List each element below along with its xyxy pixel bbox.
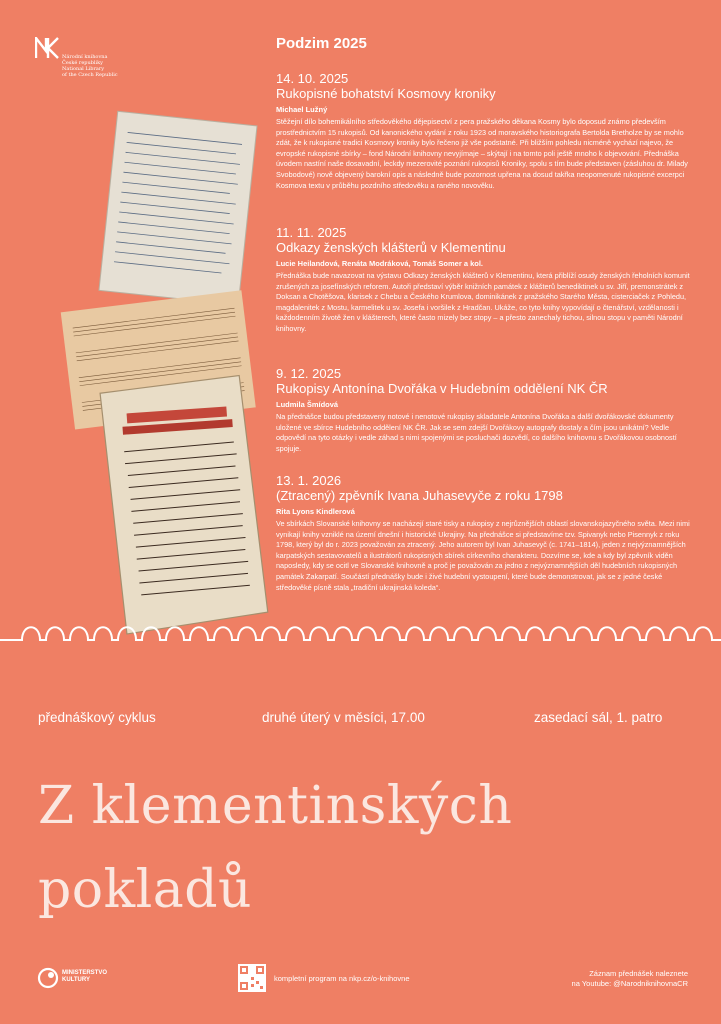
season-heading: Podzim 2025 <box>276 35 367 52</box>
youtube-line: Záznam přednášek naleznete <box>589 969 688 978</box>
event-description: Přednáška bude navazovat na výstavu Odkazy ženských klášterů v Klementinu, která přiblíží osudy ženských řeholních komunit zrušených za josefínských reforem. Autoři představí výběr knižních památek z klášterů benediktinek u sv. Jiří, premonstrátek z Doksan a Chotěšova, klarisek z Chebu a Českého Krumlova, dominikánek z pražského Starého Města, cisterciaček z Pohledu, magdalenitek z Mostu, karmelitek u sv. Josefa i voršilek z Hradčan. Ukáže, co tyto knihy vypovídají o čtenářství, vzdělanosti i každodenním životě žen v klášterech, které často mizely bez stopy – a přesto zanechaly tichou, silnou stopu v paměti Národní knihovny. <box>276 271 690 333</box>
youtube-line: na Youtube: @NarodniknihovnaCR <box>571 979 688 988</box>
event-2 <box>276 225 691 335</box>
manuscript-kosmas-image <box>80 108 275 308</box>
logo-name-line: České republiky <box>62 60 103 66</box>
event-title: Rukopisy Antonína Dvořáka v Hudebním oddělení NK ČR <box>276 381 608 396</box>
event-title: (Ztracený) zpěvník Ivana Juhasevyče z roku 1798 <box>276 488 563 503</box>
info-cycle: přednáškový cyklus <box>38 710 156 725</box>
ministry-of-culture-icon <box>37 967 59 989</box>
ministry-line: KULTURY <box>62 977 90 983</box>
ministry-line: MINISTERSTVO <box>62 970 108 976</box>
event-date: 9. 12. 2025 <box>276 366 342 381</box>
event-3 <box>276 366 691 454</box>
event-1 <box>276 71 691 191</box>
info-place: zasedací sál, 1. patro <box>534 710 663 725</box>
event-4 <box>276 473 691 593</box>
event-date: 14. 10. 2025 <box>276 71 349 86</box>
event-speaker: Michael Lužný <box>276 105 328 114</box>
info-time: druhé úterý v měsíci, 17.00 <box>262 710 425 725</box>
ukrainian-songbook-image <box>88 368 270 640</box>
wave-divider <box>0 618 721 648</box>
logo-institution-name <box>62 54 152 78</box>
logo-name-line: National Library <box>62 66 105 72</box>
event-title: Odkazy ženských klášterů v Klementinu <box>276 240 506 255</box>
logo-name-line: Národní knihovna <box>62 54 108 60</box>
event-description: Stěžejní dílo bohemikálního středověkého dějepisectví z pera pražského děkana Kosmy bylo doposud známo především prostřednictvím 15 rukopisů. Od kanonického vydání z roku 1923 od moravského historiografa Bertolda Bretholze by se mohlo zdát, že k rukopisné tradici Kosmovy kroniky bylo řečeno již vše podstatné. Při bližším pohledu nicméně vychází najevo, že evropské rukopisné sbírky – fond Národní knihovny nevyjímaje – skýtají i na tomto poli ještě mnoho k objevování. Přednáška úvodem nastíní naše dosavadní, leckdy mezerovité poznání rukopisů Kroniky, spolu s tím bude představen (zásluhou dr. Milady Svobodové) nově objevený barokní opis a následně bude pozornost upřena na dosud takřka neopomenuté rukopisné excerpci Kosmova textu v průběhu pozdního středověku a raného novověku. <box>276 117 688 190</box>
ministry-name <box>62 970 107 984</box>
event-description: Na přednášce budou představeny notové i nenotové rukopisy skladatele Antonína Dvořáka a další dvořákovské dokumenty uložené ve sbírce Hudebního oddělení NK ČR. Jak se sem zdejší Dvořákovy autografy dostaly a čím jsou unikátní? Vedle odpovědí na tyto otázky i vedle záhad s nimi spojenými se posluchači dozvědí, co dalšího knihovnu s Dvořákovou osobností spojuje. <box>276 412 677 453</box>
program-link[interactable]: kompletní program na nkp.cz/o-knihovne <box>274 974 410 983</box>
headline-line-2: pokladů <box>38 860 253 920</box>
event-title: Rukopisné bohatství Kosmovy kroniky <box>276 86 496 101</box>
event-description: Ve sbírkách Slovanské knihovny se nacházejí staré tisky a rukopisy z nejrůznějších oblastí slovanskojazyčného světa. Mezi nimi vynikají knihy vzniklé na území dnešní i historické Ukrajiny. Na přednášce si představíme tzv. Spivanyk nebo Pisennyk z roku 1798, který byl do r. 2023 považován za ztracený. Jeho autorem byl Ivan Juhasevyč (c. 1741–1814), jeden z nejvýznamnějších karpatských sestavovatelů a ilustrátorů rukopisných sbírek církevního charakteru. Dozvíme se, kde a kdy byl zpěvník viděn naposledy, kdy se ocitl ve Slovanské knihovně a proč je považován za jedno z nejvýznamnějších děl hudebních rukopisných památek Zakarpatí. Součástí přednášky bude i živé hudební vystoupení, které bude demonstrovat, jak se z jedné české středověké písně stala „tradiční ukrajinská koleda“. <box>276 519 690 592</box>
event-speaker: Rita Lyons Kindlerová <box>276 507 355 516</box>
youtube-note <box>572 969 688 989</box>
logo-name-line: of the Czech Republic <box>62 72 118 78</box>
headline-line-1: Z klementinských <box>38 776 513 836</box>
event-date: 11. 11. 2025 <box>276 225 347 240</box>
nk-logo-mark-icon <box>35 37 59 59</box>
event-speaker: Lucie Heilandová, Renáta Modráková, Tomáš Somer a kol. <box>276 259 484 268</box>
event-speaker: Ludmila Šmídová <box>276 400 339 409</box>
event-date: 13. 1. 2026 <box>276 473 342 488</box>
qr-code-icon <box>238 964 266 992</box>
